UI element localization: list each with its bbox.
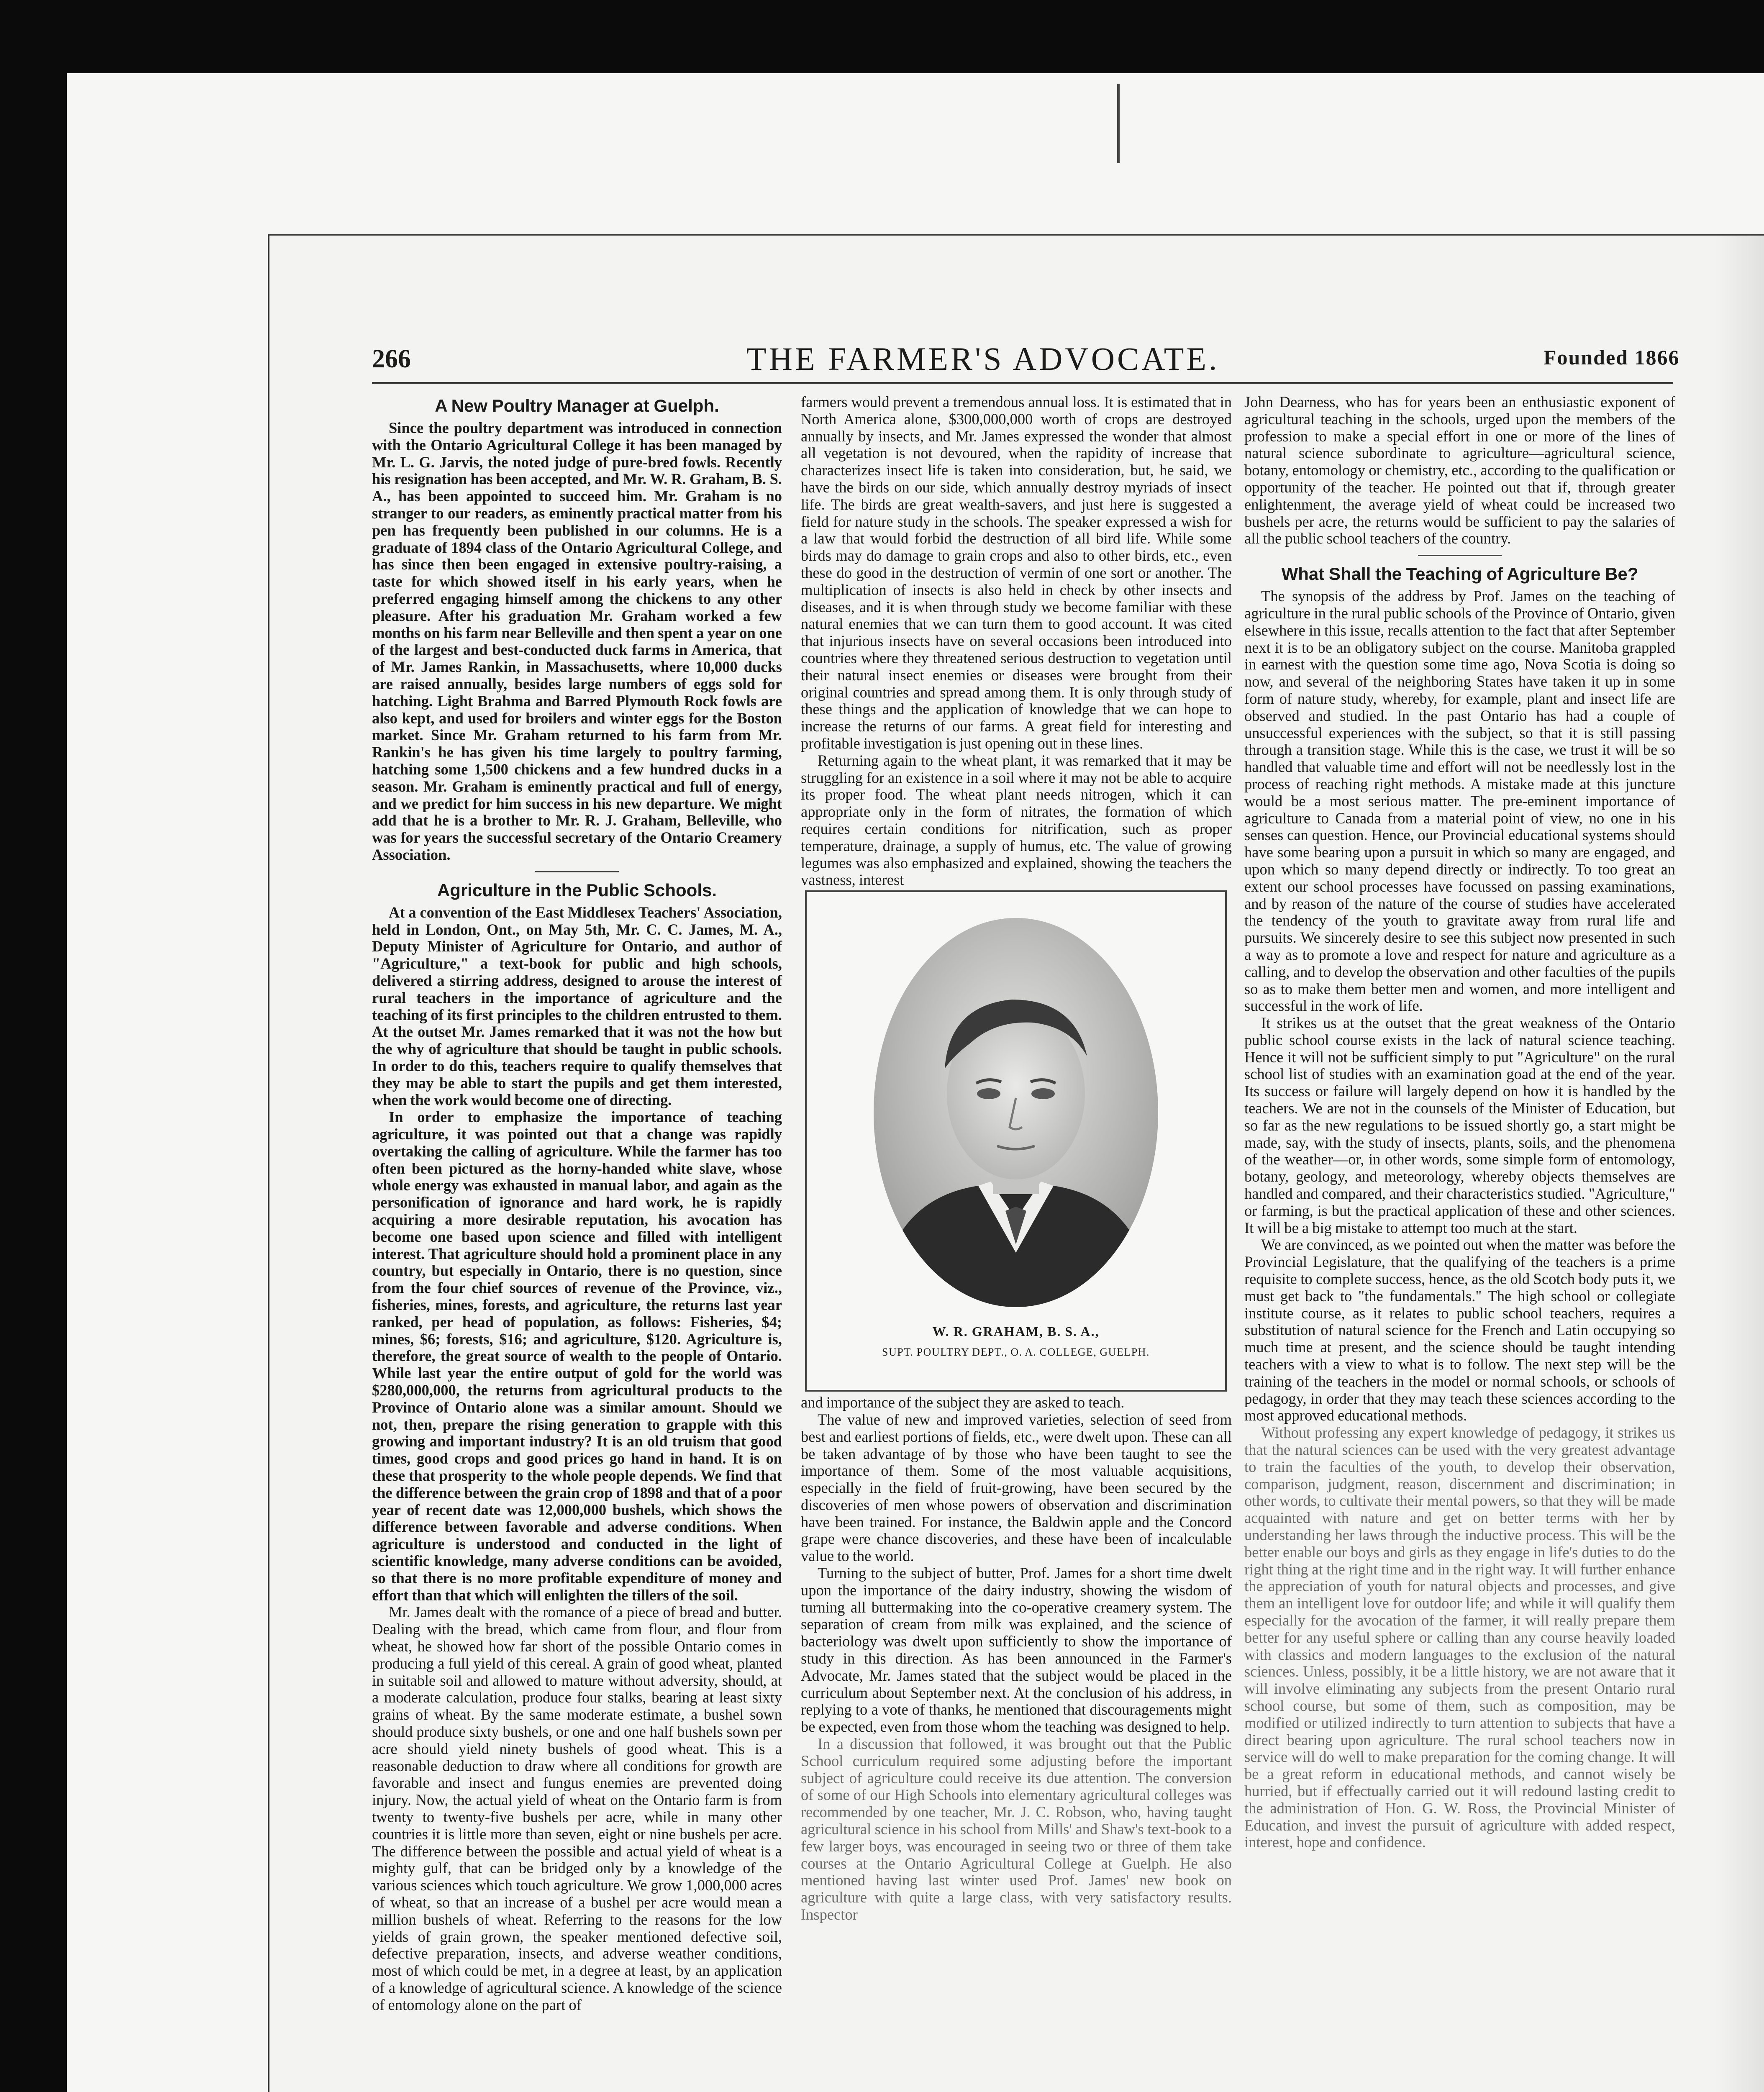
article-paragraph: farmers would prevent a tremendous annual loss. It is estimated that in North America alone, $300,000,000 worth of crops are destroyed annually by insects, and Mr. James expressed the wonder that almost all vegetation is not devoured, when the rapidity of increase that characterizes insect life is taken into consideration, but, he said, we have the birds on our side, which annually destroy myriads of insect life. The birds are great wealth-savers, and just here is suggested a field for nature study in the schools. The speaker expressed a wish for a law that would forbid the destruction of all bird life. While some birds may do damage to grain crops and also to other birds, etc., even these do good in the destruction of vermin of one sort or another. The multiplication of insects is also held in check by other insects and diseases, and it is when through study we become familiar with these natural enemies that we can turn them to good account. It was cited that injurious insects have on several occasions been introduced into countries where they threatened serious destruction to vegetation until their natural insect enemies or diseases were brought from their original countries and spread among them. It is only through study of these things and the application of knowledge that we can hope to increase the returns of our farms. A great field for interesting and profitable investigation is just opening out in these lines. bbox=[801, 393, 1232, 752]
article-paragraph: It strikes us at the outset that the great weakness of the Ontario public school course exists in the lack of natural science teaching. Hence it will not be sufficient simply to put "Agriculture" on the rural school list of studies with an examination goad at the end of the year. Its success or failure will largely depend on how it is handled by the teachers. We are not in the counsels of the Minister of Education, but so far as the new regulations to be issued shortly go, a start might be made, say, with the study of insects, plants, soils, and the phenomena of the weather—or, in other words, some simple form of entomology, botany, geology, and meteorology, whereby objects themselves are handled and compared, and their characteristics studied. "Agriculture," or farming, is but the practical application of these and other sciences. It will be a big mistake to attempt too much at the start. bbox=[1244, 1014, 1675, 1236]
newspaper-page bbox=[268, 234, 1764, 2092]
article-paragraph: The synopsis of the address by Prof. James on the teaching of agriculture in the rural public schools of the Province of Ontario, given elsewhere in this issue, recalls attention to the fact that after September next it is to be an obligatory subject on the course. Manitoba grappled in earnest with the question some time ago, Nova Scotia is doing so now, and several of the neighboring States have taken it up in some form of nature study, whereby, for example, plant and insect life are observed and studied. In the past Ontario has had a couple of unsuccessful experiences with the subject, so that it is still passing through a transition stage. While this is the case, we trust it will be so handled that valuable time and effort will not be needlessly lost in the process of reaching right methods. A mistake made at this juncture would be a most serious matter. The pre-eminent importance of agriculture to Canada from a material point of view, no one in his senses can question. Hence, our Provincial educational systems should have some bearing upon a pursuit in which so many are engaged, and upon which so many depend directly or indirectly. To too great an extent our school processes have focussed on passing examinations, and by reason of the nature of the course of studies have accelerated the tendency of the youth to gravitate away from rural life and pursuits. We sincerely desire to see this subject now presented in such a way as to promote a love and respect for nature and agriculture as a calling, and to develop the observation and other faculties of the pupils so as to make them better men and women, and more intelligent and successful in the work of life. bbox=[1244, 587, 1675, 1015]
header-rule bbox=[372, 382, 1673, 384]
page-number: 266 bbox=[372, 345, 411, 373]
agriculture-schools-heading: Agriculture in the Public Schools. bbox=[437, 880, 717, 900]
column-2 bbox=[801, 394, 1232, 1923]
article-separator bbox=[535, 871, 619, 872]
founded-year: Founded 1866 bbox=[1544, 346, 1680, 369]
portrait-image bbox=[874, 918, 1158, 1307]
article-paragraph: and importance of the subject they are asked to teach. bbox=[801, 1394, 1125, 1411]
portrait-photo bbox=[874, 918, 1158, 1307]
article-separator bbox=[1418, 555, 1502, 556]
article-paragraph: In a discussion that followed, it was brought out that the Public School curriculum required some adjusting before the important subject of agriculture could receive its due attention. The conversion of some of our High Schools into elementary agricultural colleges was recommended by one teacher, Mr. J. C. Robson, who, having taught agricultural science in his school from Mills' and Shaw's text-book to a few larger boys, was encouraged in seeing two or three of them take courses at the Ontario Agricultural College at Guelph. He also mentioned having last winter used Prof. James' new book on agriculture with quite a large class, with very satisfactory results. Inspector bbox=[801, 1735, 1232, 1923]
photo-caption-name: W. R. GRAHAM, B. S. A., bbox=[932, 1324, 1100, 1339]
article-paragraph: Turning to the subject of butter, Prof. James for a short time dwelt upon the importance of the dairy industry, showing the wisdom of turning all buttermaking into the co-operative creamery system. The separation of cream from milk was explained, and the science of bacteriology was dwelt upon sufficiently to show the importance of study in this direction. As has been announced in the Farmer's Advocate, Mr. James stated that the subject would be placed in the curriculum about September next. At the conclusion of his address, in replying to a vote of thanks, he mentioned that discouragements might be expected, even from those whom the teaching was designed to help. bbox=[801, 1564, 1232, 1736]
poultry-heading: A New Poultry Manager at Guelph. bbox=[435, 396, 719, 415]
article-paragraph: At a convention of the East Middlesex Teachers' Association, held in London, Ont., on May 5th, Mr. C. C. James, M. A., Deputy Minister of Agriculture for Ontario, and author of "Agriculture," a text-book for public and high schools, delivered a stirring address, designed to arouse the interest of rural teachers in the importance of agriculture and the teaching of its first principles to the children entrusted to them. At the outset Mr. James remarked that it was not the how but the why of agriculture that should be taught in public schools. In order to do this, teachers require to qualify themselves that they may be able to start the pupils and get them interested, when the work would become one of directing. bbox=[372, 903, 782, 1109]
column-3 bbox=[1244, 394, 1675, 1851]
poultry-paragraph: Since the poultry department was introduced in connection with the Ontario Agricultural College it has been managed by Mr. L. G. Jarvis, the noted judge of pure-bred fowls. Recently his resignation has been accepted, and Mr. W. R. Graham, B. S. A., has been appointed to succeed him. Mr. Graham is no stranger to our readers, as eminently practical matter from his pen has frequently been published in our columns. He is a graduate of 1894 class of the Ontario Agricultural College, and has since then been engaged in extensive poultry-raising, a taste for which showed itself in his early years, when he preferred engaging himself among the chickens to any other pleasure. After his graduation Mr. Graham worked a few months on his farm near Belleville and then spent a year on one of the largest and best-conducted duck farms in America, that of Mr. James Rankin, in Massachusetts, where 10,000 ducks are raised annually, besides large numbers of eggs sold for hatching. Light Brahma and Barred Plymouth Rock fowls are also kept, and used for broilers and winter eggs for the Boston market. Since Mr. Graham returned to his farm from Mr. Rankin's he has given his time largely to poultry farming, hatching some 1,500 chickens and a few hundred ducks in a season. Mr. Graham is eminently practical and full of energy, and we predict for him success in his new departure. We might add that he is a brother to Mr. R. J. Graham, Belleville, who was for years the successful secretary of the Ontario Creamery Association. bbox=[372, 419, 782, 863]
article-paragraph: John Dearness, who has for years been an enthusiastic exponent of agricultural teaching in the schools, urged upon the members of the profession to make a special effort in one or more of the lines of natural science subordinate to agriculture—agricultural science, botany, entomology or chemistry, etc., according to the qualification or opportunity of the teacher. He pointed out that if, through greater enlightenment, the average yield of wheat could be increased two bushels per acre, the returns would be sufficient to pay the salaries of all the public school teachers of the country. bbox=[1244, 393, 1675, 547]
page-shadow bbox=[1715, 236, 1764, 2092]
agriculture-schools-intro bbox=[372, 904, 782, 1604]
photo-caption-title: SUPT. POULTRY DEPT., O. A. COLLEGE, GUELPH. bbox=[882, 1346, 1150, 1359]
article-paragraph: In order to emphasize the importance of teaching agriculture, it was pointed out that a change was rapidly overtaking the calling of agriculture. While the farmer has too often been pictured as the horny-handed white slave, whose whole energy was exhausted in manual labor, and again as the personification of ignorance and hard work, he is rapidly acquiring a more desirable reputation, his avocation has become one based upon science and filled with intelligent interest. That agriculture should hold a prominent place in any country, but especially in Ontario, there is no question, since from the four chief sources of revenue of the Province, viz., fisheries, mines, forests, and agriculture, the returns last year ranked, per head of population, as follows: Fisheries, $4; mines, $6; forests, $16; and agriculture, $120. Agriculture is, therefore, the great source of wealth to the people of Ontario. While last year the entire output of gold for the world was $280,000,000, the returns from agricultural products to the Province of Ontario alone was a similar amount. Should we not, then, prepare the rising generation to grapple with this growing and important industry? It is an old truism that good times, good crops and good prices go hand in hand. It is on these that prosperity to the whole people depends. We find that the difference between the grain crop of 1898 and that of a poor year of recent date was 12,000,000 bushels, which shows the difference between favorable and adverse conditions. When agriculture is understood and conducted in the light of scientific knowledge, many adverse conditions can be avoided, so that there is no more profitable expenditure of money and effort than that which will enlighten the tillers of the soil. bbox=[372, 1108, 782, 1604]
article-paragraph: The value of new and improved varieties, selection of seed from best and earliest portions of fields, etc., were dwelt upon. These can all be taken advantage of by those who have been taught to see the importance of them. Some of the most valuable acquisitions, especially in the field of fruit-growing, have been secured by the discoveries of men whose powers of observation and discrimination have been trained. For instance, the Baldwin apple and the Concord grape were chance discoveries, and these have been of incalculable value to the world. bbox=[801, 1410, 1232, 1565]
article-paragraph: Without professing any expert knowledge of pedagogy, it strikes us that the natural sciences can be used with the very greatest advantage to train the faculties of the youth, to develop their observation, comparison, judgment, reason, discernment and discrimination; in other words, to cultivate their mental powers, so that they will be made acquainted with nature and get on better terms with her by understanding her laws through the inductive process. This will be the better enable our boys and girls as they engage in life's duties to do the right thing at the right time and in the right way. It will further enhance the appreciation of youth for natural objects and processes, and give them an intelligent love for outdoor life; and while it will qualify them especially for the avocation of the farmer, it will really prepare them better for any useful sphere or calling than any course heavily loaded with classics and modern languages to the exclusion of the natural sciences. Unless, possibly, it be a little history, we are not aware that it will involve eliminating any subjects from the present Ontario rural school course, but some of them, such as composition, may be modified or utilized indirectly to turn attention to subjects that have a direct bearing upon agriculture. The rural school teachers now in service will do well to make preparation for the coming change. It will be a great reform in educational methods, and cannot wisely be hurried, but if effectually carried out it will redound lasting credit to the administration of Hon. G. W. Ross, the Provincial Minister of Education, and invest the pursuit of agriculture with added respect, interest, hope and confidence. bbox=[1244, 1424, 1675, 1851]
article-paragraph: Returning again to the wheat plant, it was remarked that it may be struggling for an existence in a soil where it may not be able to acquire its proper food. The wheat plant needs nitrogen, which it can appropriate only in the form of nitrates, the formation of which requires certain conditions for nitrification, such as proper temperature, drainage, a supply of humus, etc. The value of growing legumes was also emphasized and explained, showing the teachers the vastness, interest bbox=[801, 751, 1232, 889]
teaching-heading: What Shall the Teaching of Agriculture Be? bbox=[1281, 564, 1638, 584]
poultry-article bbox=[372, 420, 782, 864]
masthead-title: THE FARMER'S ADVOCATE. bbox=[746, 341, 1220, 377]
article-paragraph: We are convinced, as we pointed out when the matter was before the Provincial Legislature, that the qualifying of the teachers is a prime requisite to complete success, hence, as the old Scotch body puts it, we must get back to "the fundamentals." The high school or collegiate institute course, as it relates to public school teachers, requires a substitution of natural science for the French and Latin occupying so much time at present, and the science should be taught intending teachers with a view to what is to follow. The next step will be the training of the teachers in the model or normal schools, or schools of pedagogy, in order that they may teach these sciences according to the most approved educational methods. bbox=[1244, 1236, 1675, 1424]
portrait-photo-frame bbox=[805, 890, 1227, 1392]
article-paragraph: Mr. James dealt with the romance of a piece of bread and butter. Dealing with the bread, which came from flour, and flour from wheat, he showed how far short of the possible Ontario comes in producing a full yield of this cereal. A grain of good wheat, planted in suitable soil and allowed to mature without adversity, should, at a moderate calculation, produce four stalks, bearing at least sixty grains of wheat. By the same moderate estimate, a bushel sown should produce sixty bushels, or one and one half bushels sown per acre should yield ninety bushels of good wheat. This is a reasonable deduction to draw where all conditions for growth are favorable and insect and fungus enemies are prevented doing injury. Now, the actual yield of wheat on the Ontario farm is from twenty to twenty-five bushels per acre, while in many other countries it is little more than seven, eight or nine bushels per acre. The difference between the possible and actual yield of wheat is a mighty gulf, that can be bridged only by a knowledge of the various sciences which touch agriculture. We grow 1,000,000 acres of wheat, so that an increase of a bushel per acre would mean a million bushels of wheat. Referring to the reasons for the low yields of grain grown, the speaker mentioned defective soil, defective preparation, insects, and adverse weather conditions, most of which could be met, in a degree at least, by an application of a knowledge of agricultural science. A knowledge of the science of entomology alone on the part of bbox=[372, 1603, 782, 2013]
film-edge-mark bbox=[1117, 84, 1120, 163]
column-1 bbox=[372, 394, 782, 2014]
